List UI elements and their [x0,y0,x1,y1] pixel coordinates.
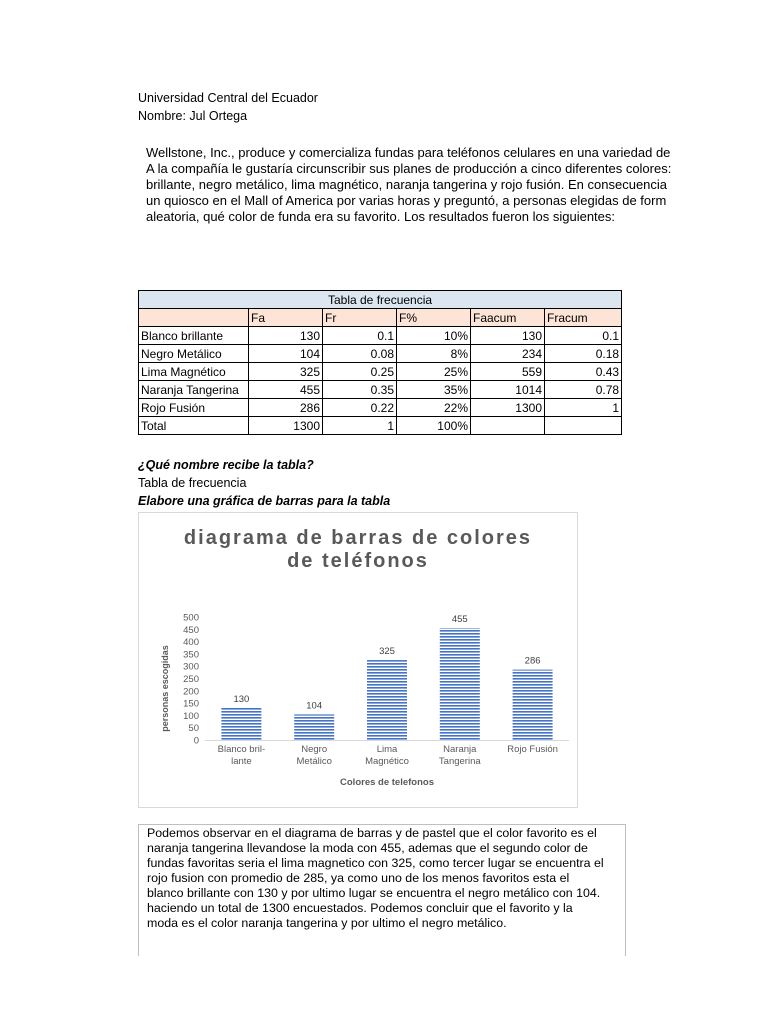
y-tick-label: 350 [183,649,199,661]
row-label: Lima Magnético [139,363,249,381]
cell: 286 [249,399,323,417]
bar-chart [138,512,578,808]
category-label: Magnético [365,756,409,767]
student-name: Nombre: Jul Ortega [138,109,248,123]
y-tick-label: 150 [183,698,199,710]
frequency-table [138,290,622,435]
cell: 25% [397,363,471,381]
table-row [139,399,622,417]
cell: 130 [471,327,545,345]
category-label: lante [231,756,252,767]
data-label: 286 [524,655,541,667]
row-label: Rojo Fusión [139,399,249,417]
cell: 1 [323,417,397,435]
problem-line: aleatoria, qué color de funda era su favorito. Los resultados fueron los siguientes: [146,209,616,224]
column-header: Fr [323,309,397,327]
y-tick-label: 200 [183,686,199,698]
answer-1: Tabla de frecuencia [138,476,247,490]
table-total-row [139,417,622,435]
data-label: 455 [451,614,468,626]
cell: 234 [471,345,545,363]
x-axis-title: Colores de telefonos [340,777,434,788]
university-name: Universidad Central del Ecuador [138,91,318,105]
cell: 0.78 [545,381,622,399]
cell: 0.1 [323,327,397,345]
column-header: Fracum [545,309,622,327]
data-label: 104 [306,700,323,712]
chart-title-line: diagrama de barras de colores [183,527,533,549]
cell: 1300 [249,417,323,435]
category-label: Negro [301,744,328,755]
data-label: 130 [233,694,250,706]
cell: 325 [249,363,323,381]
conclusion-line: rojo fusion con promedio de 285, ya como uno de los menos favoritos esta el [147,871,570,885]
conclusion-line: blanco brillante con 130 y por ultimo lugar se encuentra el negro metálico con 104. [147,886,601,900]
cell: 559 [471,363,545,381]
cell: 0.43 [545,363,622,381]
column-header: F% [397,309,471,327]
cell: 0.18 [545,345,622,363]
table-row [139,327,622,345]
row-label: Naranja Tangerina [139,381,249,399]
table-header-row [139,309,622,327]
cell: 0.1 [545,327,622,345]
cell: 10% [397,327,471,345]
chart-plot [139,513,577,807]
problem-statement [146,145,706,225]
chart-title-line: de teléfonos [287,550,429,572]
cell: 1 [545,399,622,417]
conclusion-textbox [138,824,626,956]
cell: 1014 [471,381,545,399]
y-tick-label: 250 [183,674,199,685]
bar [440,628,480,740]
conclusion-line: fundas favoritas seria el lima magnetico con 325, como tercer lugar se encuentra el [147,856,604,870]
category-label: Naranja [443,744,477,755]
cell: 22% [397,399,471,417]
cell: 130 [249,327,323,345]
bar [221,708,261,740]
problem-line: brillante, negro metálico, lima magnético, naranja tangerina y rojo fusión. En consecuencia [146,177,668,192]
bar [513,670,553,740]
row-label: Negro Metálico [139,345,249,363]
y-tick-label: 500 [183,612,199,624]
category-label: Metálico [296,756,332,767]
cell [545,417,622,435]
category-label: Tangerina [438,756,481,767]
column-header [139,309,249,327]
category-label: Lima [376,744,398,755]
problem-line: A la compañía le gustaría circunscribir sus planes de producción a cinco diferentes colores: [146,161,672,176]
conclusion-line: Podemos observar en el diagrama de barras y de pastel que el color favorito es el [147,826,597,840]
cell: 0.22 [323,399,397,417]
y-axis-title: personas escogidas [160,645,170,732]
problem-line: un quiosco en el Mall of America por varias horas y preguntó, a personas elegidas de form [146,193,667,208]
category-label: Blanco bril- [217,744,266,755]
bar [294,714,334,740]
table-row [139,363,622,381]
problem-line: Wellstone, Inc., produce y comercializa fundas para teléfonos celulares en una variedad de [146,145,671,160]
table-row [139,381,622,399]
row-label: Blanco brillante [139,327,249,345]
y-tick-label: 400 [183,637,199,649]
cell: 8% [397,345,471,363]
cell [471,417,545,435]
cell: 0.25 [323,363,397,381]
table-title: Tabla de frecuencia [139,291,622,309]
y-tick-label: 450 [183,624,199,636]
conclusion-line: moda es el color naranja tangerina y por ultimo el negro metálico. [147,916,507,930]
y-tick-label: 0 [193,735,199,747]
table-row [139,345,622,363]
row-label: Total [139,417,249,435]
cell: 0.35 [323,381,397,399]
conclusion-line: haciendo un total de 1300 encuestados. Podemos concluir que el favorito y la [147,901,573,915]
cell: 455 [249,381,323,399]
bar [367,660,407,740]
column-header: Fa [249,309,323,327]
cell: 104 [249,345,323,363]
conclusion-line: naranja tangerina llevandose la moda con 455, ademas que el segundo color de [147,841,588,855]
y-tick-label: 50 [188,723,199,735]
column-header: Faacum [471,309,545,327]
data-label: 325 [379,646,395,658]
question-1: ¿Qué nombre recibe la tabla? [138,458,314,472]
cell: 1300 [471,399,545,417]
cell: 100% [397,417,471,435]
cell: 0.08 [323,345,397,363]
question-2: Elabore una gráfica de barras para la tabla [138,494,391,508]
y-tick-label: 100 [183,710,199,722]
y-tick-label: 300 [183,661,199,673]
cell: 35% [397,381,471,399]
category-label: Rojo Fusión [507,744,558,755]
